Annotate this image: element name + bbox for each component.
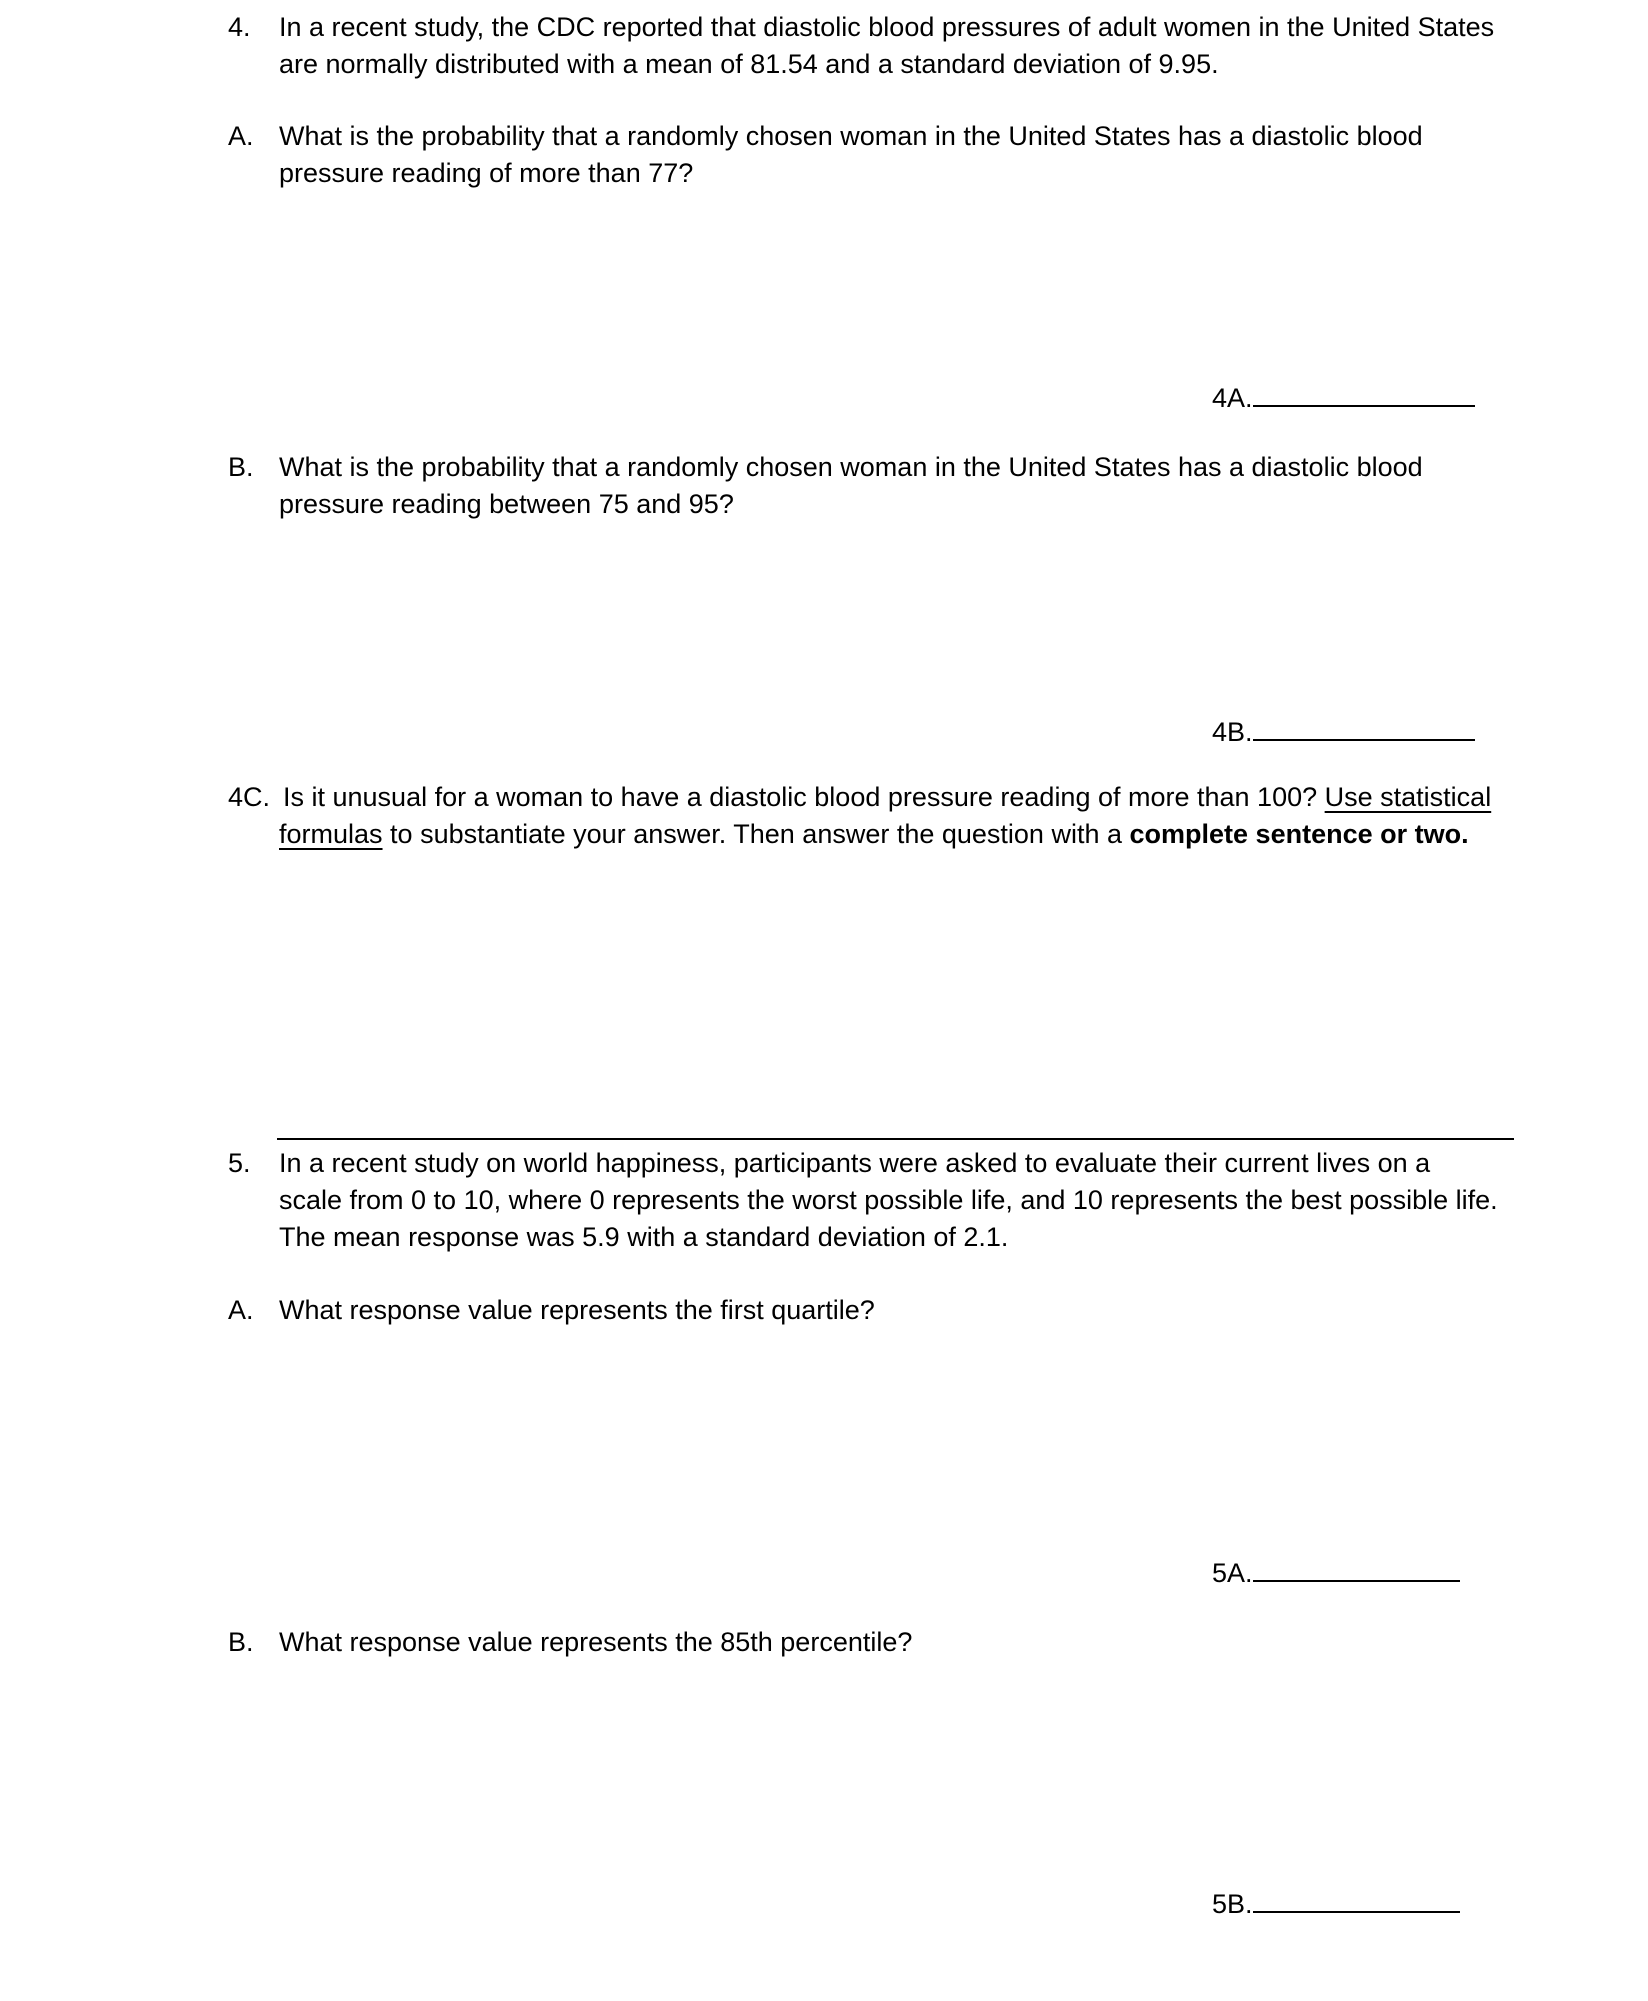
- answer-blank-5a[interactable]: [1253, 1550, 1460, 1582]
- question-text: [279, 9, 1539, 83]
- part-text: [279, 1292, 1539, 1329]
- part-text: [283, 779, 1543, 816]
- answer-label: 4A.: [1212, 383, 1253, 413]
- part-line: What is the probability that a randomly chosen woman in the United States has a diastolic blood: [279, 121, 1423, 151]
- answer-5b: [1212, 1881, 1460, 1923]
- question-number: 4.: [228, 12, 251, 42]
- part-line: [279, 816, 1539, 853]
- part-letter: A.: [228, 1295, 254, 1325]
- answer-label: 4B.: [1212, 717, 1253, 747]
- part-line: What response value represents the 85th percentile?: [279, 1627, 913, 1657]
- question-text: [279, 1145, 1539, 1256]
- answer-4a: [1212, 375, 1475, 417]
- part-letter: A.: [228, 121, 254, 151]
- part-text-plain: to substantiate your answer. Then answer the question with a: [390, 819, 1122, 849]
- part-letter: B.: [228, 452, 254, 482]
- answer-line-4c[interactable]: [277, 1138, 1514, 1140]
- answer-blank-5b[interactable]: [1253, 1881, 1460, 1913]
- answer-blank-4a[interactable]: [1253, 375, 1475, 407]
- question-line: The mean response was 5.9 with a standard deviation of 2.1.: [279, 1222, 1009, 1252]
- part-line: [283, 779, 1543, 816]
- answer-4b: [1212, 709, 1475, 751]
- part-line: pressure reading between 75 and 95?: [279, 489, 734, 519]
- part-text-plain: Is it unusual for a woman to have a diastolic blood pressure reading of more than 100?: [283, 782, 1318, 812]
- part-line: What is the probability that a randomly chosen woman in the United States has a diastolic blood: [279, 452, 1423, 482]
- part-text: [279, 1624, 1539, 1661]
- answer-5a: [1212, 1550, 1460, 1592]
- part-text: [279, 118, 1539, 192]
- question-line: In a recent study, the CDC reported that diastolic blood pressures of adult women in the United States: [279, 12, 1495, 42]
- part-text: [279, 816, 1539, 853]
- question-line: In a recent study on world happiness, participants were asked to evaluate their current lives on a: [279, 1148, 1431, 1178]
- part-text: [279, 449, 1539, 523]
- part-letter: B.: [228, 1627, 254, 1657]
- question-line: scale from 0 to 10, where 0 represents the worst possible life, and 10 represents the best possible life.: [279, 1185, 1498, 1215]
- part-text-bold: complete sentence or two.: [1129, 819, 1469, 849]
- part-line: pressure reading of more than 77?: [279, 158, 694, 188]
- part-line: What response value represents the first quartile?: [279, 1295, 875, 1325]
- answer-label: 5B.: [1212, 1889, 1253, 1919]
- part-text-underlined: formulas: [279, 819, 383, 849]
- part-label: 4C.: [228, 782, 271, 812]
- question-line: are normally distributed with a mean of 81.54 and a standard deviation of 9.95.: [279, 49, 1219, 79]
- answer-blank-4b[interactable]: [1253, 709, 1475, 741]
- answer-label: 5A.: [1212, 1558, 1253, 1588]
- part-text-underlined: Use statistical: [1324, 782, 1492, 812]
- question-number: 5.: [228, 1148, 251, 1178]
